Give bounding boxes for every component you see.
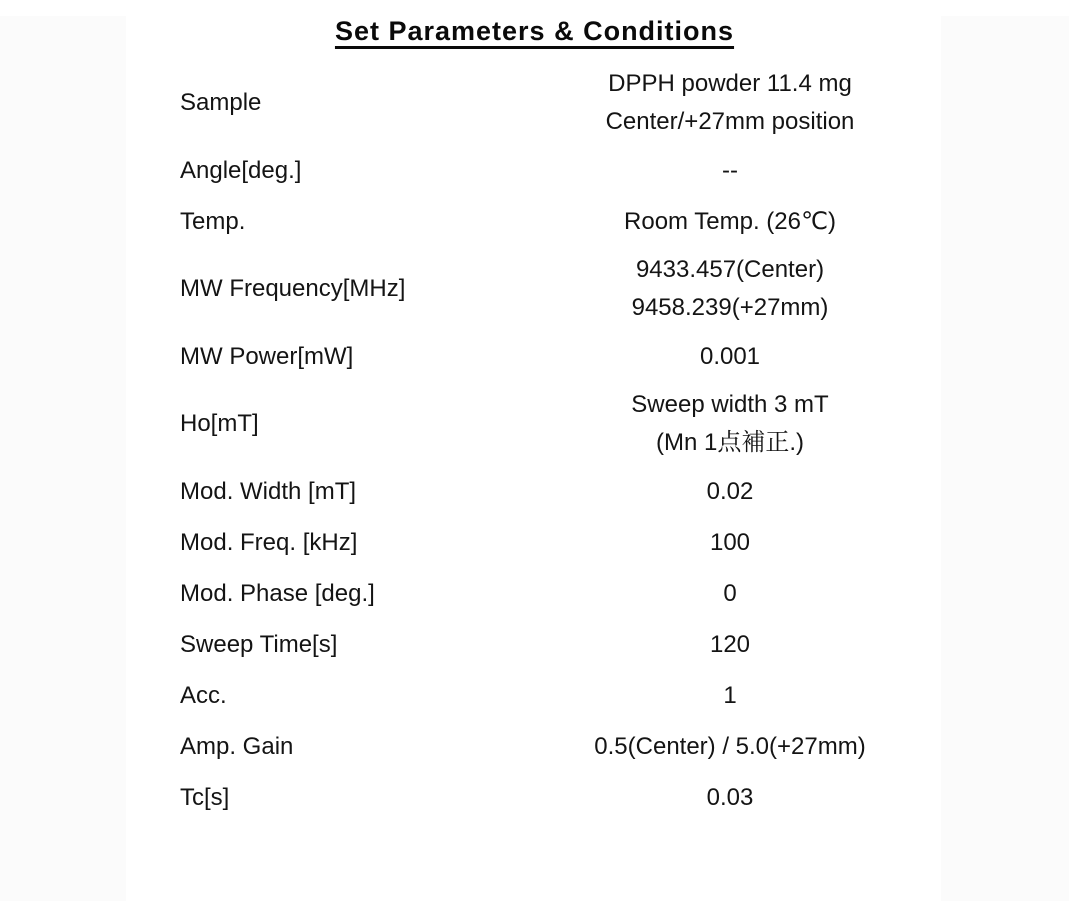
param-value-line: (Mn 1点補正.)	[655, 429, 804, 456]
param-row-temp	[0, 196, 1069, 247]
param-value-line: Room Temp. (26℃)	[624, 207, 836, 235]
param-value-line: 9433.457(Center)	[635, 256, 825, 283]
param-row-ho	[0, 382, 1069, 466]
param-value-line: 0.001	[699, 342, 761, 370]
param-row-acc	[0, 670, 1069, 721]
param-label: Temp.	[180, 207, 246, 235]
param-value-line: 100	[709, 528, 751, 556]
param-label: Mod. Width [mT]	[180, 477, 357, 505]
param-row-tc	[0, 772, 1069, 823]
parameters-table	[0, 61, 1069, 823]
param-label: Angle[deg.]	[180, 156, 302, 184]
param-value	[500, 728, 960, 766]
param-label: Mod. Freq. [kHz]	[180, 528, 358, 556]
param-value	[500, 338, 960, 376]
param-label: Sample	[180, 89, 262, 116]
param-row-mw-frequency	[0, 247, 1069, 331]
param-label: Mod. Phase [deg.]	[180, 579, 375, 607]
param-label: Ho[mT]	[180, 410, 259, 437]
param-value-line: Center/+27mm position	[605, 108, 855, 135]
param-value-line: --	[722, 156, 738, 184]
param-row-amp-gain	[0, 721, 1069, 772]
param-row-mod-phase	[0, 568, 1069, 619]
param-value-line: 0.03	[706, 783, 754, 811]
param-label: Acc.	[180, 681, 227, 709]
param-row-sweep-time	[0, 619, 1069, 670]
param-value	[500, 65, 960, 141]
param-row-mod-freq	[0, 517, 1069, 568]
param-row-sample	[0, 61, 1069, 145]
param-value-line: 1	[723, 681, 737, 709]
param-value	[500, 779, 960, 817]
param-row-angle	[0, 145, 1069, 196]
param-value	[500, 524, 960, 562]
param-label: Tc[s]	[180, 783, 230, 811]
page-title: Set Parameters & Conditions	[334, 16, 735, 46]
param-value	[500, 203, 960, 241]
param-label: Sweep Time[s]	[180, 630, 338, 658]
param-label: MW Power[mW]	[180, 342, 354, 370]
param-value	[500, 251, 960, 327]
param-value	[500, 677, 960, 715]
param-value-line: 0	[723, 579, 737, 607]
param-value	[500, 386, 960, 462]
param-value-line: 0.02	[706, 477, 754, 505]
param-value	[500, 152, 960, 190]
param-value-line: 9458.239(+27mm)	[631, 294, 829, 321]
param-value-line: 0.5(Center) / 5.0(+27mm)	[594, 732, 866, 760]
param-row-mw-power	[0, 331, 1069, 382]
param-value	[500, 473, 960, 511]
param-value-line: DPPH powder 11.4 mg	[608, 70, 852, 97]
param-row-mod-width	[0, 466, 1069, 517]
param-value	[500, 626, 960, 664]
param-value-line: Sweep width 3 mT	[631, 391, 829, 418]
param-value-line: 120	[709, 630, 751, 658]
param-label: MW Frequency[MHz]	[180, 275, 406, 302]
param-label: Amp. Gain	[180, 732, 294, 760]
param-value	[500, 575, 960, 613]
